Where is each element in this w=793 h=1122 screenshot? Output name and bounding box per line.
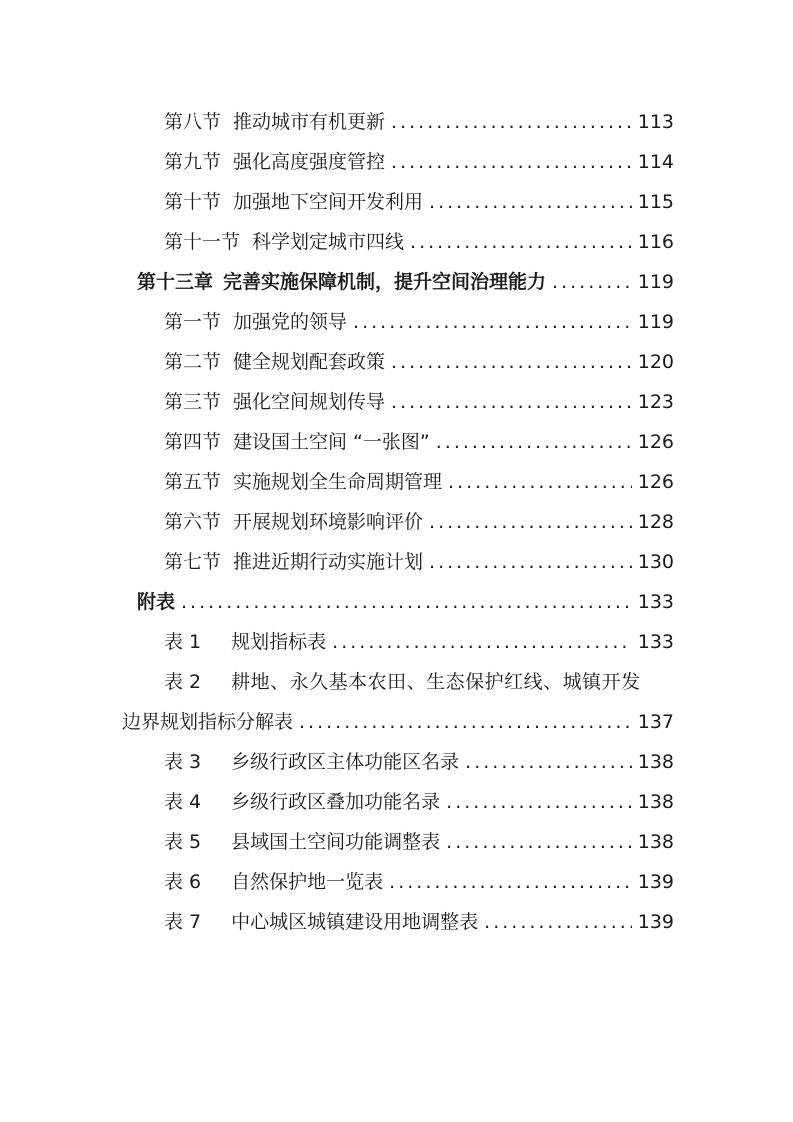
section-title: 强化高度强度管控: [233, 151, 386, 173]
page-number: 137: [637, 711, 674, 733]
page-number: 138: [637, 831, 674, 853]
section-title: 健全规划配套政策: [233, 351, 386, 373]
table-number: 表 7: [164, 911, 202, 933]
section-title: 强化空间规划传导: [233, 391, 386, 413]
page-number: 139: [637, 871, 674, 893]
toc-entry-section-1[interactable]: [164, 308, 674, 336]
table-number: 表 4: [164, 791, 202, 813]
dot-leader: [391, 348, 632, 376]
table-title: 中心城区城镇建设用地调整表: [231, 911, 479, 933]
toc-entry-section-11[interactable]: [164, 228, 674, 256]
table-title-line1: 耕地、永久基本农田、生态保护红线、城镇开发: [231, 671, 641, 693]
dot-leader: [332, 628, 632, 656]
dot-leader: [429, 548, 632, 576]
section-number: 第二节: [164, 351, 222, 373]
page-number: 119: [637, 271, 674, 293]
dot-leader: [465, 748, 632, 776]
page-number: 113: [637, 111, 674, 133]
chapter-number: 第十三章: [137, 271, 214, 293]
section-number: 第三节: [164, 391, 222, 413]
section-number: 第九节: [164, 151, 222, 173]
page-number: 138: [637, 791, 674, 813]
section-title: 建设国土空间 “一张图”: [233, 431, 430, 453]
table-number: 表 3: [164, 751, 202, 773]
section-number: 第一节: [164, 311, 222, 333]
table-number: 表 6: [164, 871, 202, 893]
dot-leader: [181, 588, 632, 616]
toc-entry-section-3[interactable]: [164, 388, 674, 416]
appendix-title: 附表: [137, 591, 176, 613]
page-number: 138: [637, 751, 674, 773]
page-number: 126: [637, 471, 674, 493]
section-number: 第六节: [164, 511, 222, 533]
table-number: 表 1: [164, 631, 202, 653]
dot-leader: [446, 828, 632, 856]
toc-entry-section-7[interactable]: [164, 548, 674, 576]
section-number: 第五节: [164, 471, 222, 493]
toc-entry-table-3[interactable]: [164, 748, 674, 776]
section-number: 第十节: [164, 191, 222, 213]
page-number: 116: [637, 231, 674, 253]
table-title: 规划指标表: [231, 631, 327, 653]
toc-entry-appendix[interactable]: [137, 588, 674, 616]
toc-entry-table-1[interactable]: [164, 628, 674, 656]
toc-entry-table-5[interactable]: [164, 828, 674, 856]
section-title: 推进近期行动实施计划: [233, 551, 424, 573]
dot-leader: [389, 868, 632, 896]
toc-entry-table-2[interactable]: [164, 668, 674, 696]
dot-leader: [353, 308, 632, 336]
table-title: 乡级行政区叠加功能名录: [231, 791, 441, 813]
page-number: 115: [637, 191, 674, 213]
table-title: 乡级行政区主体功能区名录: [231, 751, 460, 773]
section-title: 推动城市有机更新: [233, 111, 386, 133]
toc-entry-section-6[interactable]: [164, 508, 674, 536]
dot-leader: [391, 108, 632, 136]
toc-entry-section-4[interactable]: [164, 428, 674, 456]
toc-entry-section-9[interactable]: [164, 148, 674, 176]
dot-leader: [391, 388, 632, 416]
table-number: 表 5: [164, 831, 202, 853]
toc-entry-chapter-13[interactable]: [137, 268, 674, 296]
page-number: 130: [637, 551, 674, 573]
page-number: 133: [637, 591, 674, 613]
table-title-line2: 边界规划指标分解表: [122, 711, 294, 733]
chapter-title: 完善实施保障机制，提升空间治理能力: [223, 271, 547, 293]
dot-leader: [436, 428, 632, 456]
toc-entry-table-2-continued[interactable]: [122, 708, 674, 736]
toc-entry-section-2[interactable]: [164, 348, 674, 376]
dot-leader: [552, 268, 632, 296]
page-number: 114: [637, 151, 674, 173]
table-title: 县域国土空间功能调整表: [231, 831, 441, 853]
dot-leader: [410, 228, 632, 256]
dot-leader: [429, 508, 632, 536]
toc-entry-table-4[interactable]: [164, 788, 674, 816]
toc-entry-table-6[interactable]: [164, 868, 674, 896]
section-number: 第十一节: [164, 231, 241, 253]
section-title: 加强党的领导: [233, 311, 348, 333]
section-title: 加强地下空间开发利用: [233, 191, 424, 213]
section-title: 实施规划全生命周期管理: [233, 471, 443, 493]
dot-leader: [484, 908, 632, 936]
dot-leader: [448, 468, 632, 496]
dot-leader: [429, 188, 632, 216]
toc-entry-section-5[interactable]: [164, 468, 674, 496]
page-number: 123: [637, 391, 674, 413]
section-title: 科学划定城市四线: [252, 231, 405, 253]
dot-leader: [391, 148, 632, 176]
section-number: 第四节: [164, 431, 222, 453]
section-number: 第八节: [164, 111, 222, 133]
page-number: 119: [637, 311, 674, 333]
dot-leader: [299, 708, 632, 736]
table-number: 表 2: [164, 671, 202, 693]
page-number: 120: [637, 351, 674, 373]
section-title: 开展规划环境影响评价: [233, 511, 424, 533]
toc-entry-section-10[interactable]: [164, 188, 674, 216]
page-number: 128: [637, 511, 674, 533]
page-number: 139: [637, 911, 674, 933]
toc-entry-table-7[interactable]: [164, 908, 674, 936]
dot-leader: [446, 788, 632, 816]
table-title: 自然保护地一览表: [231, 871, 384, 893]
toc-entry-section-8[interactable]: [164, 108, 674, 136]
page-number: 133: [637, 631, 674, 653]
section-number: 第七节: [164, 551, 222, 573]
page-number: 126: [637, 431, 674, 453]
